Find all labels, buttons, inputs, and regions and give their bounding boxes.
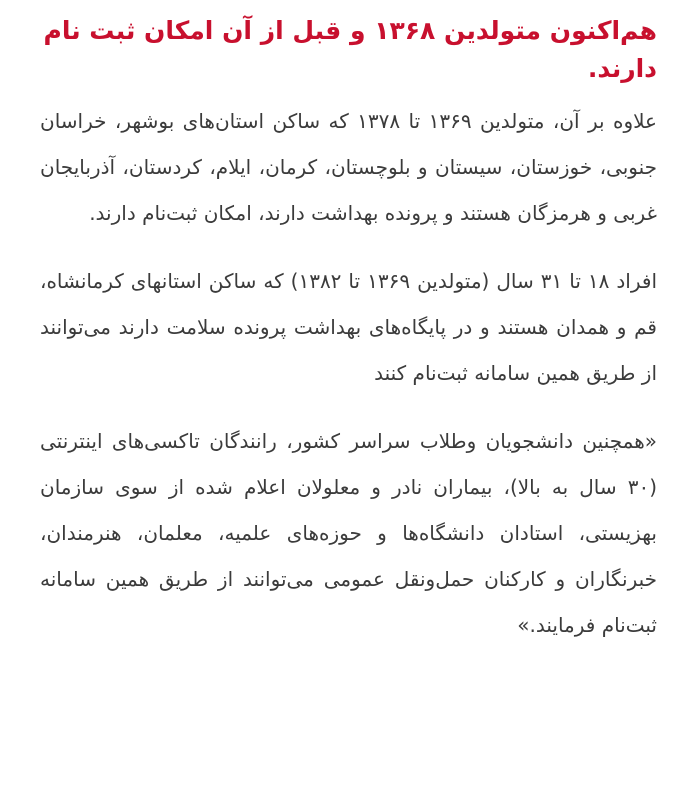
paragraph-eligible-provinces: علاوه بر آن، متولدین ۱۳۶۹ تا ۱۳۷۸ که ساکن استان‌های بوشهر، خراسان جنوبی، خوزستان، سیستان و بلوچستان، کرمان، ایلام، کردستان، آذربایجان غربی و هرمزگان هستند و پرونده بهداشت دارند، امکان ثبت‌نام دارند.: [40, 109, 657, 225]
paragraph-special-groups: «همچنین دانشجویان وطلاب سراسر کشور، رانندگان تاکسی‌های اینترنتی (۳۰ سال به بالا)، بیماران نادر و معلولان اعلام شده از سوی سازمان بهزیستی، استادان دانشگاه‌ها و حوزه‌های علمیه، معلمان، هنرمندان، خبرنگاران و کارکنان حمل‌ونقل عمومی می‌توانند از طریق همین سامانه ثبت‌نام فرمایند.»: [40, 429, 657, 637]
paragraph-age-18-31: افراد ۱۸ تا ۳۱ سال (متولدین ۱۳۶۹ تا ۱۳۸۲) که ساکن استانهای کرمانشاه، قم و همدان هستند و در پایگاه‌های بهداشت پرونده سلامت دارند می‌توانند از طریق همین سامانه ثبت‌نام کنند: [40, 269, 657, 385]
article-headline: هم‌اکنون متولدین ۱۳۶۸ و قبل از آن امکان ثبت نام دارند.: [43, 16, 657, 83]
